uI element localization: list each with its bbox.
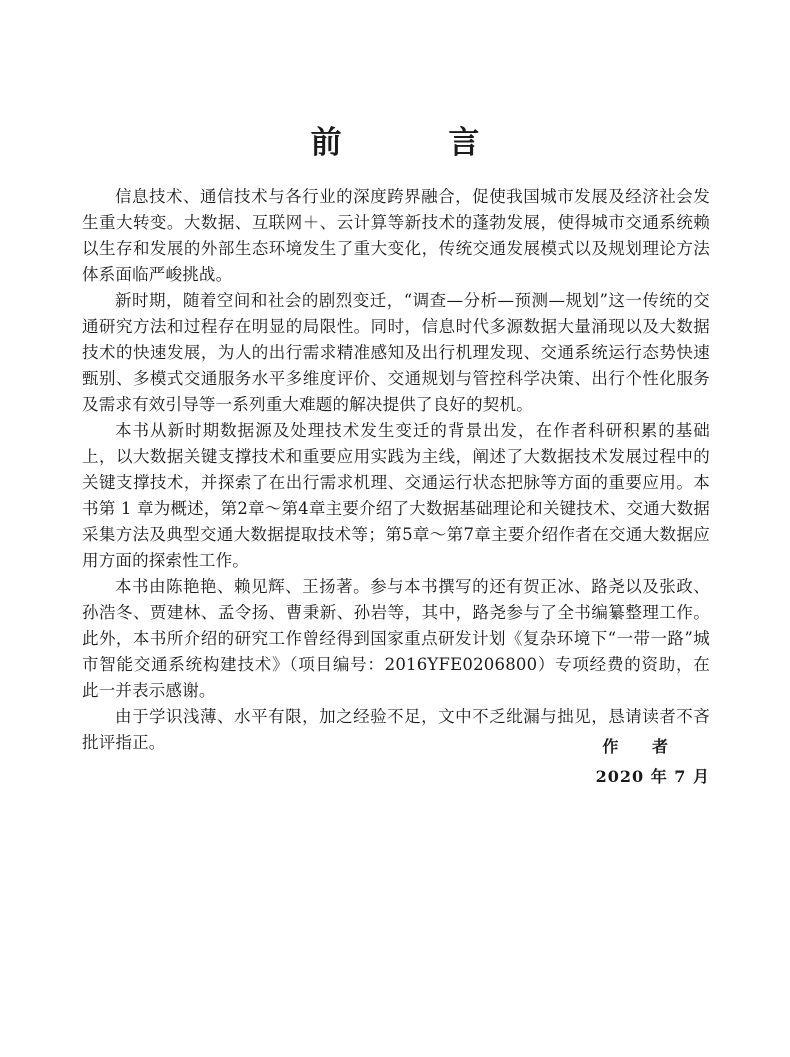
signature-author: 作 者 — [602, 737, 682, 756]
page-title: 前 言 — [310, 124, 528, 161]
paragraph: 本书由陈艳艳、赖见辉、王扬著。参与本书撰写的还有贺正冰、路尧以及张政、孙浩冬、贾建林、孟令扬、曹秉新、孙岩等，其中，路尧参与了全书编纂整理工作。此外，本书所介绍的研究工作曾经得到国家重点研发计划《复杂环境下“一带一路”城市智能交通系统构建技术》（项目编号：2016YFE0206800）专项经费的资助，在此一并表示感谢。 — [82, 577, 710, 700]
signature-date: 2020 年 7 月 — [595, 767, 710, 786]
paragraph: 新时期，随着空间和社会的剧烈变迁，“调查—分析—预测—规划”这一传统的交通研究方法和过程存在明显的局限性。同时，信息时代多源数据大量涌现以及大数据技术的快速发展，为人的出行需求精准感知及出行机理发现、交通系统运行态势快速甄别、多模式交通服务水平多维度评价、交通规划与管控科学决策、出行个性化服务及需求有效引导等一系列重大难题的解决提供了良好的契机。 — [82, 291, 710, 414]
paragraph: 由于学识浅薄、水平有限，加之经验不足，文中不乏纰漏与拙见，恳请读者不吝批评指正。 — [82, 707, 710, 752]
paragraph: 信息技术、通信技术与各行业的深度跨界融合，促使我国城市发展及经济社会发生重大转变。大数据、互联网＋、云计算等新技术的蓬勃发展，使得城市交通系统赖以生存和发展的外部生态环境发生了重大变化，传统交通发展模式以及规划理论方法体系面临严峻挑战。 — [82, 187, 710, 284]
paragraph: 本书从新时期数据源及处理技术发生变迁的背景出发，在作者科研积累的基础上，以大数据关键支撑技术和重要应用实践为主线，阐述了大数据技术发展过程中的关键支撑技术，并探索了在出行需求机理、交通运行状态把脉等方面的重要应用。本书第 1 章为概述，第2章～第4章主要介绍了大数据基础理论和关键技术、交通大数据采集方法及典型交通大数据提取技术等；第5章～第7章主要介绍作者在交通大数据应用方面的探索性工作。 — [82, 421, 710, 570]
preface-body — [82, 184, 710, 756]
